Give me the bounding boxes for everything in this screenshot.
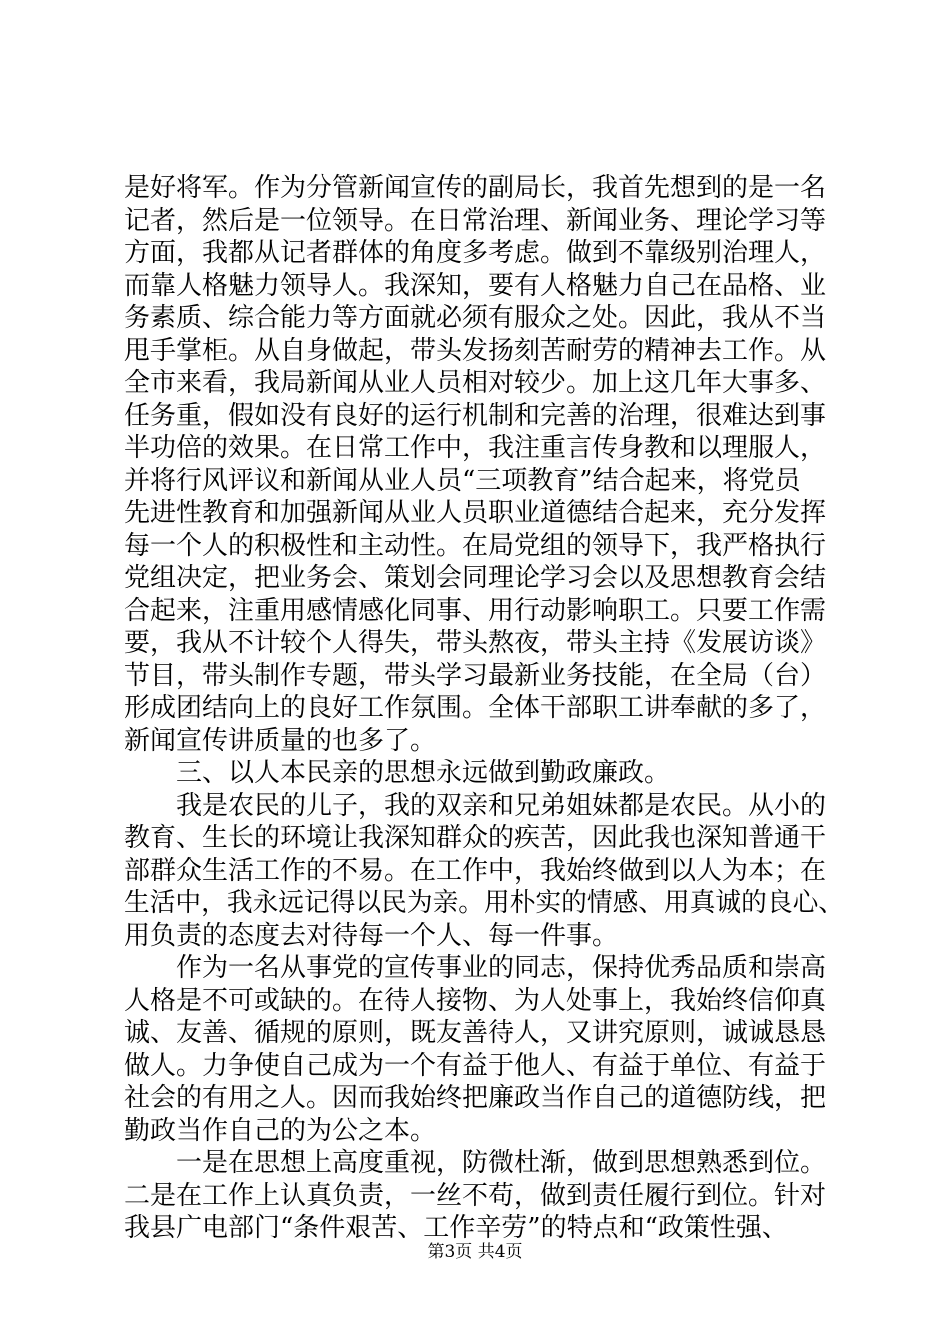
text-line: 诚、友善、循规的原则，既友善待人，又讲究原则，诚诚恳恳 [124, 1018, 827, 1048]
text-line: 而靠人格魅力领导人。我深知，要有人格魅力自己在品格、业 [124, 270, 827, 301]
text-line: 一是在思想上高度重视，防微杜渐，做到思想熟悉到位。 [124, 1148, 827, 1178]
text-line: 方面，我都从记者群体的角度多考虑。做到不靠级别治理人， [124, 238, 827, 268]
text-line: 党组决定，把业务会、策划会同理论学习会以及思想教育会结 [124, 563, 827, 593]
text-line: 用负责的态度去对待每一个人、每一件事。 [124, 920, 619, 951]
text-line: 任务重，假如没有良好的运行机制和完善的治理，很难达到事 [124, 400, 827, 431]
text-line: 作为一名从事党的宣传事业的同志，保持优秀品质和崇高 [124, 953, 827, 983]
text-line: 三、以人本民亲的思想永远做到勤政廉政。 [124, 758, 671, 788]
text-line: 务素质、综合能力等方面就必须有服众之处。因此，我从不当 [124, 303, 827, 333]
text-line: 社会的有用之人。因而我始终把廉政当作自己的道德防线，把 [124, 1083, 827, 1113]
text-line: 先进性教育和加强新闻从业人员职业道德结合起来，充分发挥 [124, 498, 827, 528]
text-line: 我是农民的儿子，我的双亲和兄弟姐妹都是农民。从小的 [124, 790, 827, 821]
text-line: 勤政当作自己的为公之本。 [124, 1115, 437, 1146]
page-footer: 第3页 共4页 [427, 1242, 523, 1262]
text-line: 我县广电部门“条件艰苦、工作辛劳”的特点和“政策性强、 [124, 1213, 788, 1243]
text-line: 节目，带头制作专题，带头学习最新业务技能，在全局（台） [124, 660, 827, 691]
text-line: 甩手掌柜。从自身做起，带头发扬刻苦耐劳的精神去工作。从 [124, 335, 827, 366]
text-line: 新闻宣传讲质量的也多了。 [124, 725, 437, 756]
text-line: 是好将军。作为分管新闻宣传的副局长，我首先想到的是一名 [124, 173, 827, 203]
text-line: 记者，然后是一位领导。在日常治理、新闻业务、理论学习等 [124, 205, 827, 236]
text-line: 并将行风评议和新闻从业人员“三项教育”结合起来，将党员 [124, 465, 801, 496]
text-line: 部群众生活工作的不易。在工作中，我始终做到以人为本；在 [124, 855, 827, 886]
text-line: 合起来，注重用感情感化同事、用行动影响职工。只要工作需 [124, 595, 827, 626]
text-line: 要，我从不计较个人得失，带头熬夜，带头主持《发展访谈》 [124, 628, 827, 658]
text-line: 全市来看，我局新闻从业人员相对较少。加上这几年大事多、 [124, 368, 827, 398]
text-line: 生活中，我永远记得以民为亲。用朴实的情感、用真诚的良心、 [124, 888, 845, 918]
body-text [124, 172, 844, 1245]
text-line: 形成团结向上的良好工作氛围。全体干部职工讲奉献的多了， [124, 693, 827, 723]
text-line: 做人。力争使自己成为一个有益于他人、有益于单位、有益于 [124, 1050, 827, 1081]
text-line: 每一个人的积极性和主动性。在局党组的领导下，我严格执行 [124, 530, 827, 561]
text-line: 半功倍的效果。在日常工作中，我注重言传身教和以理服人， [124, 433, 827, 463]
text-line: 二是在工作上认真负责，一丝不苟，做到责任履行到位。针对 [124, 1180, 827, 1211]
text-line: 人格是不可或缺的。在待人接物、为人处事上，我始终信仰真 [124, 985, 827, 1016]
text-line: 教育、生长的环境让我深知群众的疾苦，因此我也深知普通干 [124, 823, 827, 853]
